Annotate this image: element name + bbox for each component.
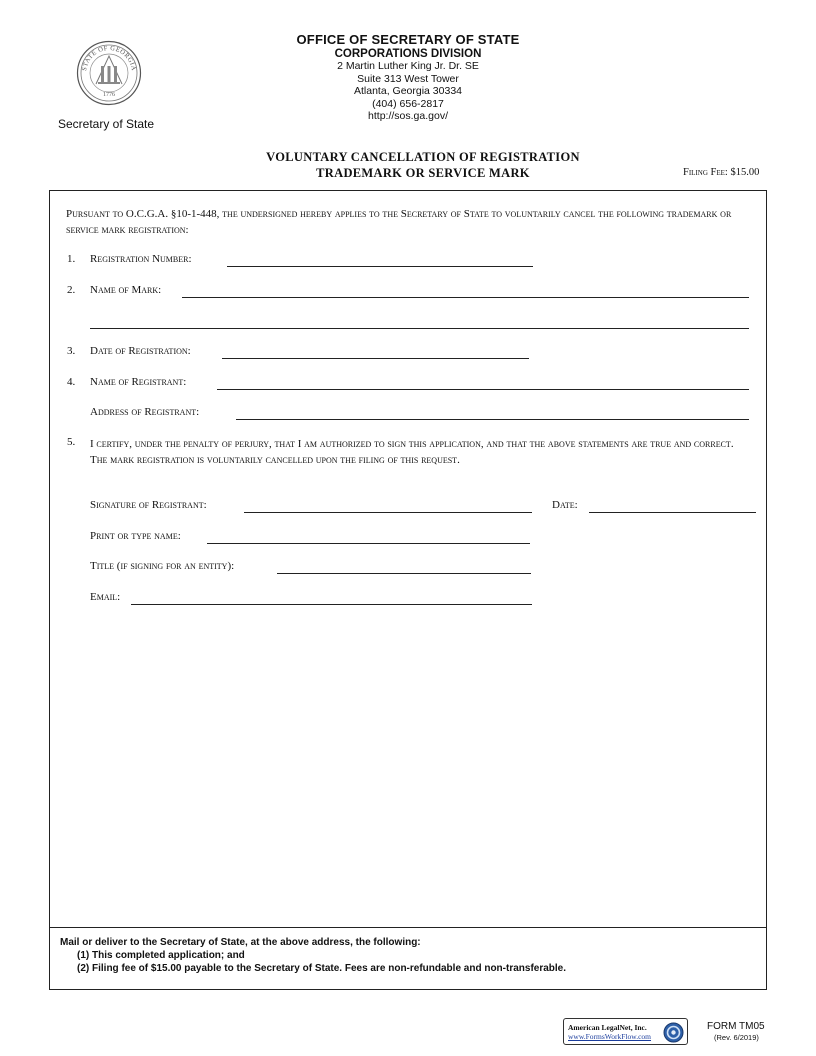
form-title-line2: TRADEMARK OR SERVICE MARK [316,166,530,180]
seal-year: 1776 [103,92,115,98]
item-number: 3. [67,345,76,357]
signature-label: Signature of Registrant: [90,499,207,511]
date-of-registration-field[interactable] [222,358,529,359]
name-of-registrant-label: Name of Registrant: [90,376,187,388]
email-label: Email: [90,591,121,603]
address-line: Atlanta, Georgia 30334 [354,85,462,97]
footer-divider [50,927,766,928]
registration-number-label: Registration Number: [90,253,192,265]
address-line: 2 Martin Luther King Jr. Dr. SE [337,60,479,72]
name-of-mark-field[interactable] [182,297,749,298]
form-title-line1: VOLUNTARY CANCELLATION OF REGISTRATION [266,150,580,164]
intro-text: Pursuant to O.C.G.A. §10-1-448, the undersigned hereby applies to the Secretary of State to voluntarily cancel the following trademark or service mark registration: [66,208,732,236]
footer-line: (2) Filing fee of $15.00 payable to the Secretary of State. Fees are non-refundable and non-transferable. [77,963,567,974]
name-of-mark-label: Name of Mark: [90,284,162,296]
address-of-registrant-field[interactable] [236,419,749,420]
footer-line: Mail or deliver to the Secretary of State, at the above address, the following: [60,937,421,948]
name-of-mark-field-line2[interactable] [90,328,749,329]
website-line: http://sos.ga.gov/ [368,110,448,122]
filing-fee: Filing Fee: $15.00 [683,167,760,178]
phone-line: (404) 656-2817 [372,97,444,110]
address-of-registrant-label: Address of Registrant: [90,406,200,418]
badge-url[interactable]: www.FormsWorkFlow.com [568,1032,652,1041]
form-revision: (Rev. 6/2019) [714,1033,759,1042]
address-line: Suite 313 West Tower [357,72,459,85]
division-title: CORPORATIONS DIVISION [334,48,482,60]
item-number: 5. [67,436,76,448]
title-entity-label: Title (if signing for an entity): [90,560,235,572]
badge-company: American LegalNet, Inc. [568,1023,647,1032]
american-legalnet-badge[interactable] [563,1018,688,1045]
date-field[interactable] [589,512,756,513]
print-name-label: Print or type name: [90,530,181,542]
seal-text: STATE OF GEORGIA [81,44,137,72]
name-of-registrant-field[interactable] [217,389,749,390]
office-header [0,32,816,123]
email-field[interactable] [131,604,532,605]
globe-icon [663,1022,684,1043]
signature-field[interactable] [244,512,532,513]
office-title: OFFICE OF SECRETARY OF STATE [296,32,520,47]
item-number: 4. [67,376,76,388]
form-box [49,190,767,990]
seal-label: Secretary of State [58,117,155,131]
date-label: Date: [552,499,578,511]
date-of-registration-label: Date of Registration: [90,345,191,357]
certification-text: I certify, under the penalty of perjury, that I am authorized to sign this application, and that the above statements are true and correct. The mark registration is voluntarily cancelled upon the filing of this request. [90,438,734,466]
mailing-instructions [60,936,566,975]
item-number: 2. [67,284,76,296]
title-entity-field[interactable] [277,573,531,574]
item-number: 1. [67,253,76,265]
form-number: FORM TM05 [707,1021,765,1032]
registration-number-field[interactable] [227,266,533,267]
print-name-field[interactable] [207,543,530,544]
footer-line: (1) This completed application; and [77,950,245,961]
